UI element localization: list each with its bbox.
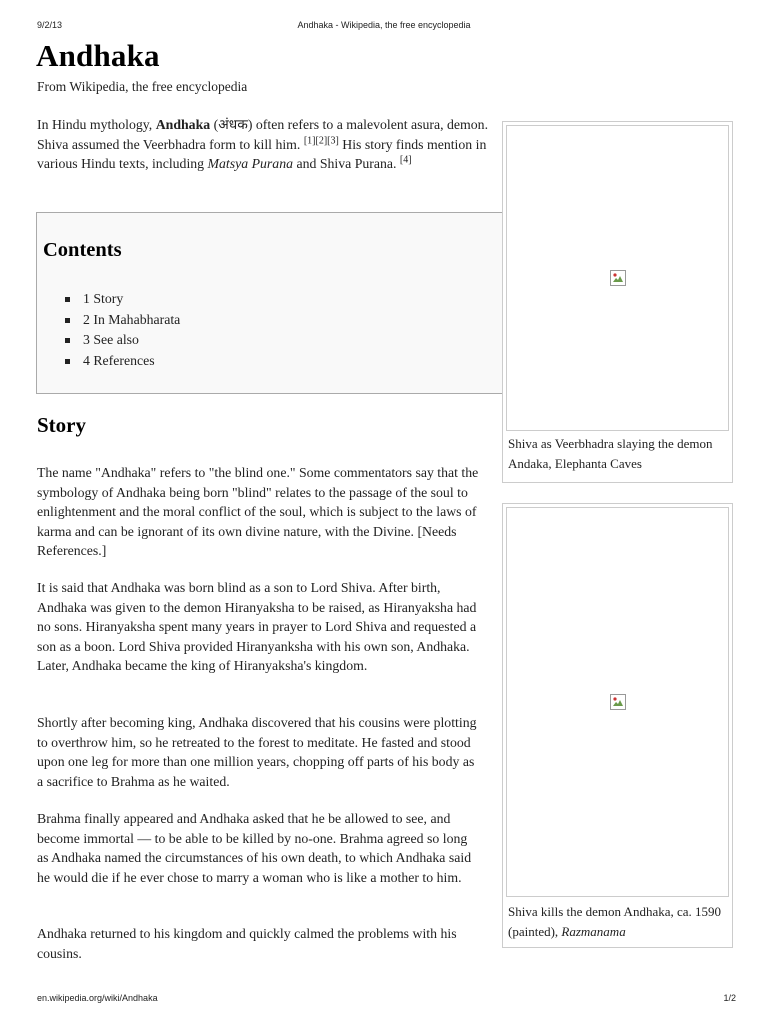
- intro-paragraph: In Hindu mythology, Andhaka (अंधक) often refers to a malevolent asura, demon. Shiva assumed the Veerbhadra form to kill him. [1][2][3] His story finds mention in various Hindu texts, including Matsya Purana and Shiva Purana. [4]: [37, 117, 489, 172]
- figure-caption: Shiva as Veerbhadra slaying the demon Andaka, Elephanta Caves: [508, 436, 713, 471]
- section-heading-story: Story: [37, 413, 86, 437]
- print-page-number: 1/2: [723, 993, 736, 1003]
- story-paragraph: It is said that Andhaka was born blind as a son to Lord Shiva. After birth, Andhaka was given to the demon Hiranyaksha to be raised, as Hiranyaksha had no sons. Hiranyaksha spent many years in prayer to Lord Shiva and requested a son as a boon. Lord Shiva provided Hiranyanksha with his own son, Andhaka. Later, Andhaka became the king of Hiranyaksha's kingdom.: [37, 580, 477, 674]
- table-of-contents: [36, 212, 506, 394]
- reference-link[interactable]: [1][2][3]: [303, 135, 339, 146]
- story-paragraph: Andhaka returned to his kingdom and quickly calmed the problems with his cousins.: [37, 926, 457, 961]
- article-title: Andhaka: [36, 38, 160, 73]
- story-paragraph: Shortly after becoming king, Andhaka discovered that his cousins were plotting to overthrow him, so he retreated to the forest to meditate. He fasted and stood upon one leg for more than one million years, chopping off parts of his body as a sacrifice to Brahma as he waited.: [37, 715, 477, 789]
- story-paragraph: The name "Andhaka" refers to "the blind one." Some commentators say that the symbology of Andhaka being born "blind" relates to the passage of the soul to enlightenment and the moral conflict of the soul, which is subject to the laws of karma and can be ignorant of its own divine nature, with the Divine. [Needs References.]: [37, 465, 479, 559]
- toc-list: [65, 289, 180, 371]
- toc-item-see-also[interactable]: 3 See also: [65, 330, 180, 351]
- story-paragraph: Brahma finally appeared and Andhaka asked that he be allowed to see, and become immortal — to be able to be killed by no-one. Brahma agreed so long as Andhaka named the circumstances of his own death, to which Andhaka said he would die if he ever chose to marry a woman who is like a mother to him.: [37, 811, 472, 885]
- figure-veerbhadra: [502, 121, 733, 483]
- toc-title: Contents: [43, 239, 122, 261]
- print-page-title: Andhaka - Wikipedia, the free encyclopedia: [297, 20, 471, 30]
- caption-italic-link[interactable]: Razmanama: [561, 923, 626, 939]
- broken-image-icon: [610, 270, 626, 286]
- figure-image[interactable]: [506, 507, 729, 897]
- toc-item-in-mahabharata[interactable]: 2 In Mahabharata: [65, 310, 180, 331]
- toc-item-story[interactable]: 1 Story: [65, 289, 180, 310]
- figure-caption: Shiva kills the demon Andhaka, ca. 1590 (painted), Razmanama: [508, 904, 722, 939]
- article-tagline: From Wikipedia, the free encyclopedia: [37, 79, 248, 94]
- print-date: 9/2/13: [37, 20, 63, 30]
- intro-bold-term: Andhaka: [155, 117, 211, 132]
- print-url: en.wikipedia.org/wiki/Andhaka: [37, 993, 158, 1003]
- figure-image[interactable]: [506, 125, 729, 431]
- figure-razmanama: [502, 503, 733, 948]
- reference-link[interactable]: [4]: [399, 154, 412, 166]
- broken-image-icon: [610, 694, 626, 710]
- intro-italic-text: Matsya Purana: [207, 156, 293, 172]
- toc-item-references[interactable]: 4 References: [65, 351, 180, 372]
